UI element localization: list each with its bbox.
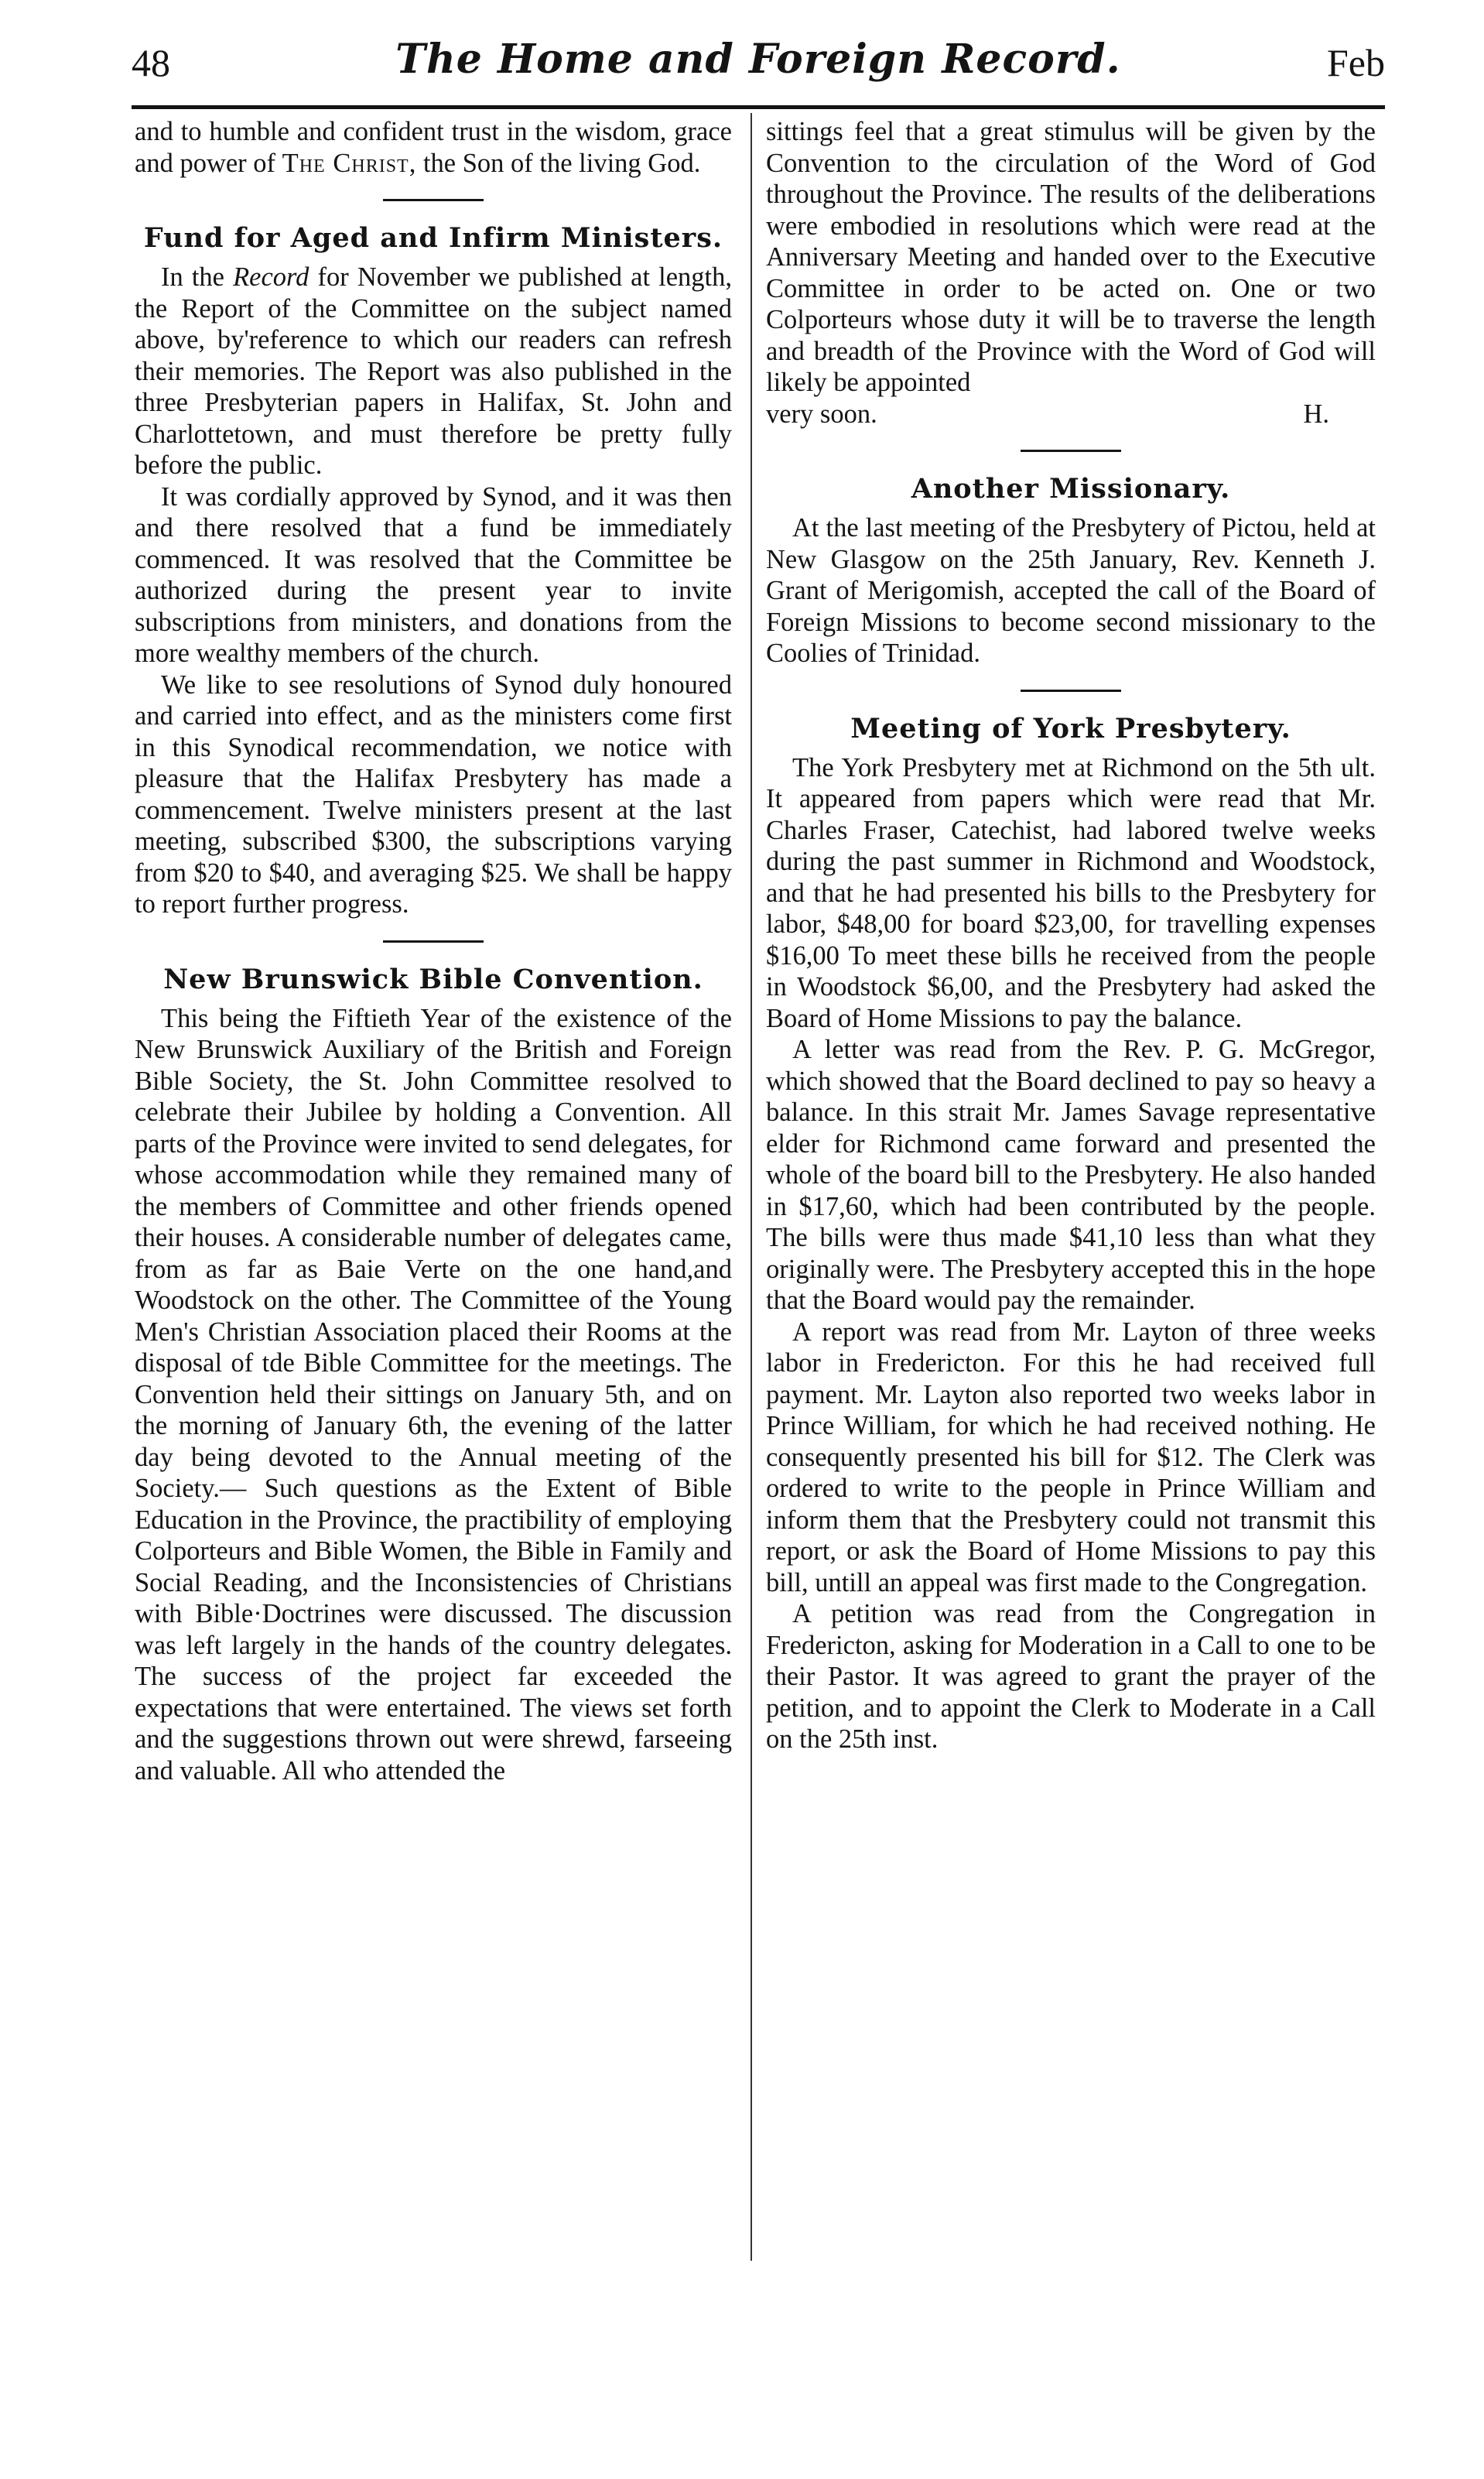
author-initial: H. (1303, 399, 1329, 429)
york-paragraph-3: A report was read from Mr. Layton of three weeks labor in Fredericton. For this he had received full payment. Mr. Layton also reported two weeks labor in Prince William, for which he had received nothing. He consequently presented his bill for $12. The Clerk was ordered to write to the people in Prince William and inform them that the Presbytery could not transmit this report, or ask the Board of Home Missions to pay this bill, untill an appeal was first made to the Congregation. (766, 1317, 1376, 1597)
fund-heading: Fund for Aged and Infirm Ministers. (143, 222, 723, 254)
convention-last-words: very soon. (766, 399, 877, 429)
page-header (132, 36, 1385, 98)
missionary-heading: Another Missionary. (911, 473, 1231, 505)
left-column (135, 116, 732, 1786)
fund-paragraph-1 (135, 262, 732, 481)
york-paragraph-1: The York Presbytery met at Richmond on the 5th ult. It appeared from papers which were read that Mr. Charles Fraser, Catechist, had labored twelve weeks during the past summer in Richmond and Woodstock, and that he had presented his bills to the Presbytery for labor, $48,00 for board $23,00, for travelling expenses $16,00 To meet these bills he received from the people in Woodstock $6,00, and the Presbytery had asked the Board of Home Missions to pay the balance. (766, 752, 1376, 1033)
york-heading: Meeting of York Presbytery. (850, 712, 1291, 745)
york-paragraph-2: A letter was read from the Rev. P. G. McGregor, which showed that the Board declined to pay so heavy a balance. In this strait Mr. James Savage representative elder for Richmond came forward and presented the whole of the board bill to the Presbytery. He also handed in $17,60, which had been contributed by the people. The bills were thus made $41,10 less than what they originally were. The Presbytery accepted this in the hope that the Board would pay the remainder. (766, 1035, 1376, 1315)
section-divider (1021, 690, 1121, 692)
fund-p1-rest: for November we published at length, the Report of the Committee on the subject named above, by'reference to which our readers can refresh their memories. The Report was also published in the three Presbyterian papers in Halifax, St. John and Charlottetown, and must therefore be pretty fully before the public. (135, 262, 732, 480)
bible-convention-paragraph: This being the Fiftieth Year of the existence of the New Brunswick Auxiliary of the British and Foreign Bible Society, the St. John Committee resolved to celebrate their Jubilee by holding a Convention. All parts of the Province were invited to send delegates, for whose accommodation while they remained many of the members of Committee and other friends opened their houses. A considerable number of delegates came, from as far as Baie Verte on the one hand,and Woodstock on the other. The Committee of the Young Men's Christian Association placed their Rooms at the disposal of tde Bible Committee for the meetings. The Convention held their sittings on January 5th, and on the morning of January 6th, the evening of the latter day being devoted to the Annual meeting of the Society.— Such questions as the Extent of Bible Education in the Province, the practibility of employing Colporteurs and Bible Women, the Bible in Family and Social Reading, and the Inconsistencies of Christians with Bible·Doctrines were discussed. The discussion was left largely in the hands of the country delegates. The success of the project far exceeded the expectations that were entertained. The views set forth and the suggestions thrown out were shrewd, farseeing and valuable. All who attended the (135, 1003, 732, 1786)
fund-p1-record: Record (233, 262, 309, 292)
fund-paragraph-3: We like to see resolutions of Synod duly honoured and carried into effect, and as the ministers come first in this Synodical recommendation, we notice with pleasure that the Halifax Presbytery has made a commencement. Twelve ministers present at the last meeting, subscribed $300, the subscriptions varying from $20 to $40, and averaging $25. We shall be happy to report further progress. (135, 669, 732, 919)
column-divider (751, 113, 752, 2261)
bible-convention-heading: New Brunswick Bible Convention. (163, 963, 703, 995)
intro-christ: The Christ, (282, 148, 417, 178)
issue-month: Feb (1327, 41, 1385, 84)
fund-p1-start: In the (161, 262, 224, 292)
section-divider (1021, 450, 1121, 452)
right-column (766, 116, 1376, 1755)
york-paragraph-4: A petition was read from the Congregation in Fredericton, asking for Moderation in a Call to one to be their Pastor. It was agreed to grant the prayer of the petition, and to appoint the Clerk to Moderate in a Call on the 25th inst. (766, 1599, 1376, 1754)
header-rule (132, 105, 1385, 109)
intro-end: the Son of the living God. (422, 148, 701, 178)
convention-signoff (766, 399, 1376, 430)
masthead-title: The Home and Foreign Record. (395, 36, 1121, 83)
intro-text: and to humble and confident trust in the wisdom, grace and power of (135, 117, 732, 178)
page-number: 48 (132, 41, 170, 84)
section-divider (383, 940, 484, 943)
fund-paragraph-2: It was cordially approved by Synod, and it was then and there resolved that a fund be immediately commenced. It was resolved that the Committee be authorized during the present year to invite subscriptions from ministers, and donations from the more wealthy members of the church. (135, 481, 732, 668)
section-divider (383, 199, 484, 201)
convention-continued: sittings feel that a great stimulus will be given by the Convention to the circulation of the Word of God throughout the Province. The results of the deliberations were embodied in resolutions which were read at the Anniversary Meeting and handed over to the Executive Committee in order to be acted on. One or two Colporteurs whose duty it will be to traverse the length and breadth of the Province with the Word of God will likely be appointed (766, 117, 1376, 397)
intro-paragraph (135, 116, 732, 179)
missionary-paragraph: At the last meeting of the Presbytery of Pictou, held at New Glasgow on the 25th January, Rev. Kenneth J. Grant of Merigomish, accepted the call of the Board of Foreign Missions to become second missionary to the Coolies of Trinidad. (766, 513, 1376, 668)
